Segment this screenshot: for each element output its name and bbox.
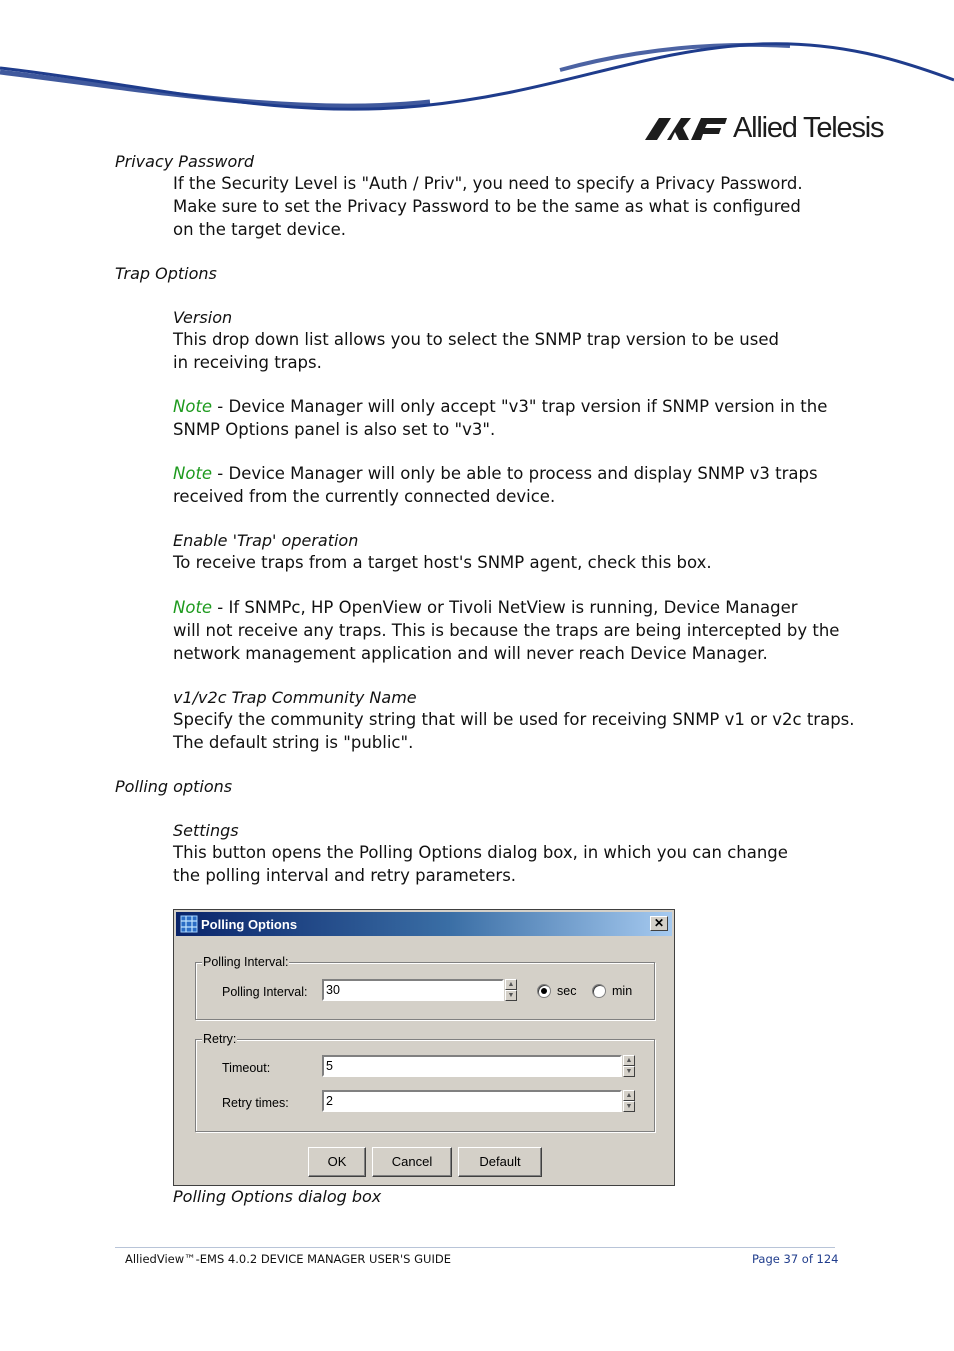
- footer-divider: [115, 1247, 835, 1248]
- settings-body: This button opens the Polling Options dialog box, in which you can change the polling interval and retry parameters.: [173, 843, 788, 885]
- unit-sec-radio[interactable]: [537, 984, 576, 998]
- allied-telesis-logo-mark-icon: [645, 114, 729, 142]
- default-button[interactable]: Default: [458, 1147, 542, 1177]
- version-body: This drop down list allows you to select the SNMP trap version to be used in receiving traps.: [173, 330, 779, 372]
- spin-up-icon[interactable]: ▲: [505, 979, 517, 990]
- enable-trap-heading: Enable 'Trap' operation: [173, 531, 359, 550]
- note-label: Note: [173, 464, 213, 483]
- ok-button[interactable]: OK: [308, 1147, 366, 1177]
- cancel-button[interactable]: Cancel: [372, 1147, 452, 1177]
- trap-options-heading: Trap Options: [115, 264, 217, 283]
- logo-text: Allied Telesis: [733, 111, 884, 144]
- dialog-title: Polling Options: [201, 916, 298, 932]
- close-icon: ✕: [653, 916, 665, 930]
- allied-telesis-logo: [645, 108, 883, 148]
- privacy-password-heading: Privacy Password: [115, 152, 255, 171]
- footer-page-number: Page 37 of 124: [752, 1252, 839, 1266]
- note-text: - Device Manager will only accept "v3" trap version if SNMP version in the SNMP Options panel is also set to "v3".: [173, 397, 828, 439]
- polling-options-heading: Polling options: [115, 777, 233, 796]
- unit-min-radio[interactable]: [592, 984, 632, 998]
- spin-up-icon[interactable]: ▲: [623, 1090, 635, 1101]
- spin-down-icon[interactable]: ▼: [623, 1066, 635, 1077]
- close-button[interactable]: [650, 916, 668, 931]
- polling-options-dialog: [173, 909, 675, 1186]
- polling-interval-input[interactable]: [322, 979, 504, 1001]
- radio-unselected-icon: [592, 984, 606, 998]
- community-name-body: Specify the community string that will be used for receiving SNMP v1 or v2c traps. The default string is "public".: [173, 710, 855, 752]
- note-label: Note: [173, 397, 213, 416]
- spin-down-icon[interactable]: ▼: [623, 1101, 635, 1112]
- retry-times-input[interactable]: [322, 1090, 622, 1112]
- polling-interval-label: Polling Interval:: [222, 985, 308, 999]
- polling-interval-spinner[interactable]: [505, 979, 517, 1001]
- community-name-heading: v1/v2c Trap Community Name: [173, 688, 417, 707]
- timeout-label: Timeout:: [222, 1061, 271, 1075]
- dialog-titlebar[interactable]: [176, 912, 672, 936]
- footer-guide-title: AlliedView™-EMS 4.0.2 DEVICE MANAGER USER'S GUIDE: [125, 1252, 451, 1266]
- note-intercepted-traps: [173, 597, 839, 665]
- note-label: Note: [173, 598, 213, 617]
- timeout-input[interactable]: [322, 1055, 622, 1077]
- unit-min-label: min: [612, 984, 633, 998]
- radio-selected-icon: [537, 984, 551, 998]
- note-version: [173, 396, 827, 442]
- note-text: - If SNMPc, HP OpenView or Tivoli NetView is running, Device Manager will not receive any traps. This is because the traps are being intercepted by the network management application and will never reach Device Manager.: [173, 598, 840, 663]
- privacy-password-body: If the Security Level is "Auth / Priv", you need to specify a Privacy Password. Make sure to set the Privacy Password to be the same as what is configured on the target device.: [173, 174, 803, 239]
- spin-up-icon[interactable]: ▲: [623, 1055, 635, 1066]
- version-heading: Version: [173, 308, 233, 327]
- note-v3-traps: [173, 463, 818, 509]
- polling-interval-group-label: Polling Interval:: [203, 955, 289, 969]
- grid-app-icon: [180, 915, 198, 933]
- unit-sec-label: sec: [557, 984, 577, 998]
- enable-trap-body: To receive traps from a target host's SNMP agent, check this box.: [173, 553, 712, 572]
- retry-times-spinner[interactable]: [623, 1090, 635, 1112]
- settings-heading: Settings: [173, 821, 239, 840]
- note-text: - Device Manager will only be able to process and display SNMP v3 traps received from the currently connected device.: [173, 464, 818, 506]
- retry-group: [195, 1032, 655, 1132]
- timeout-spinner[interactable]: [623, 1055, 635, 1077]
- figure-caption: Polling Options dialog box: [173, 1187, 382, 1206]
- retry-group-label: Retry:: [203, 1032, 237, 1046]
- spin-down-icon[interactable]: ▼: [505, 990, 517, 1001]
- retry-times-label: Retry times:: [222, 1096, 289, 1110]
